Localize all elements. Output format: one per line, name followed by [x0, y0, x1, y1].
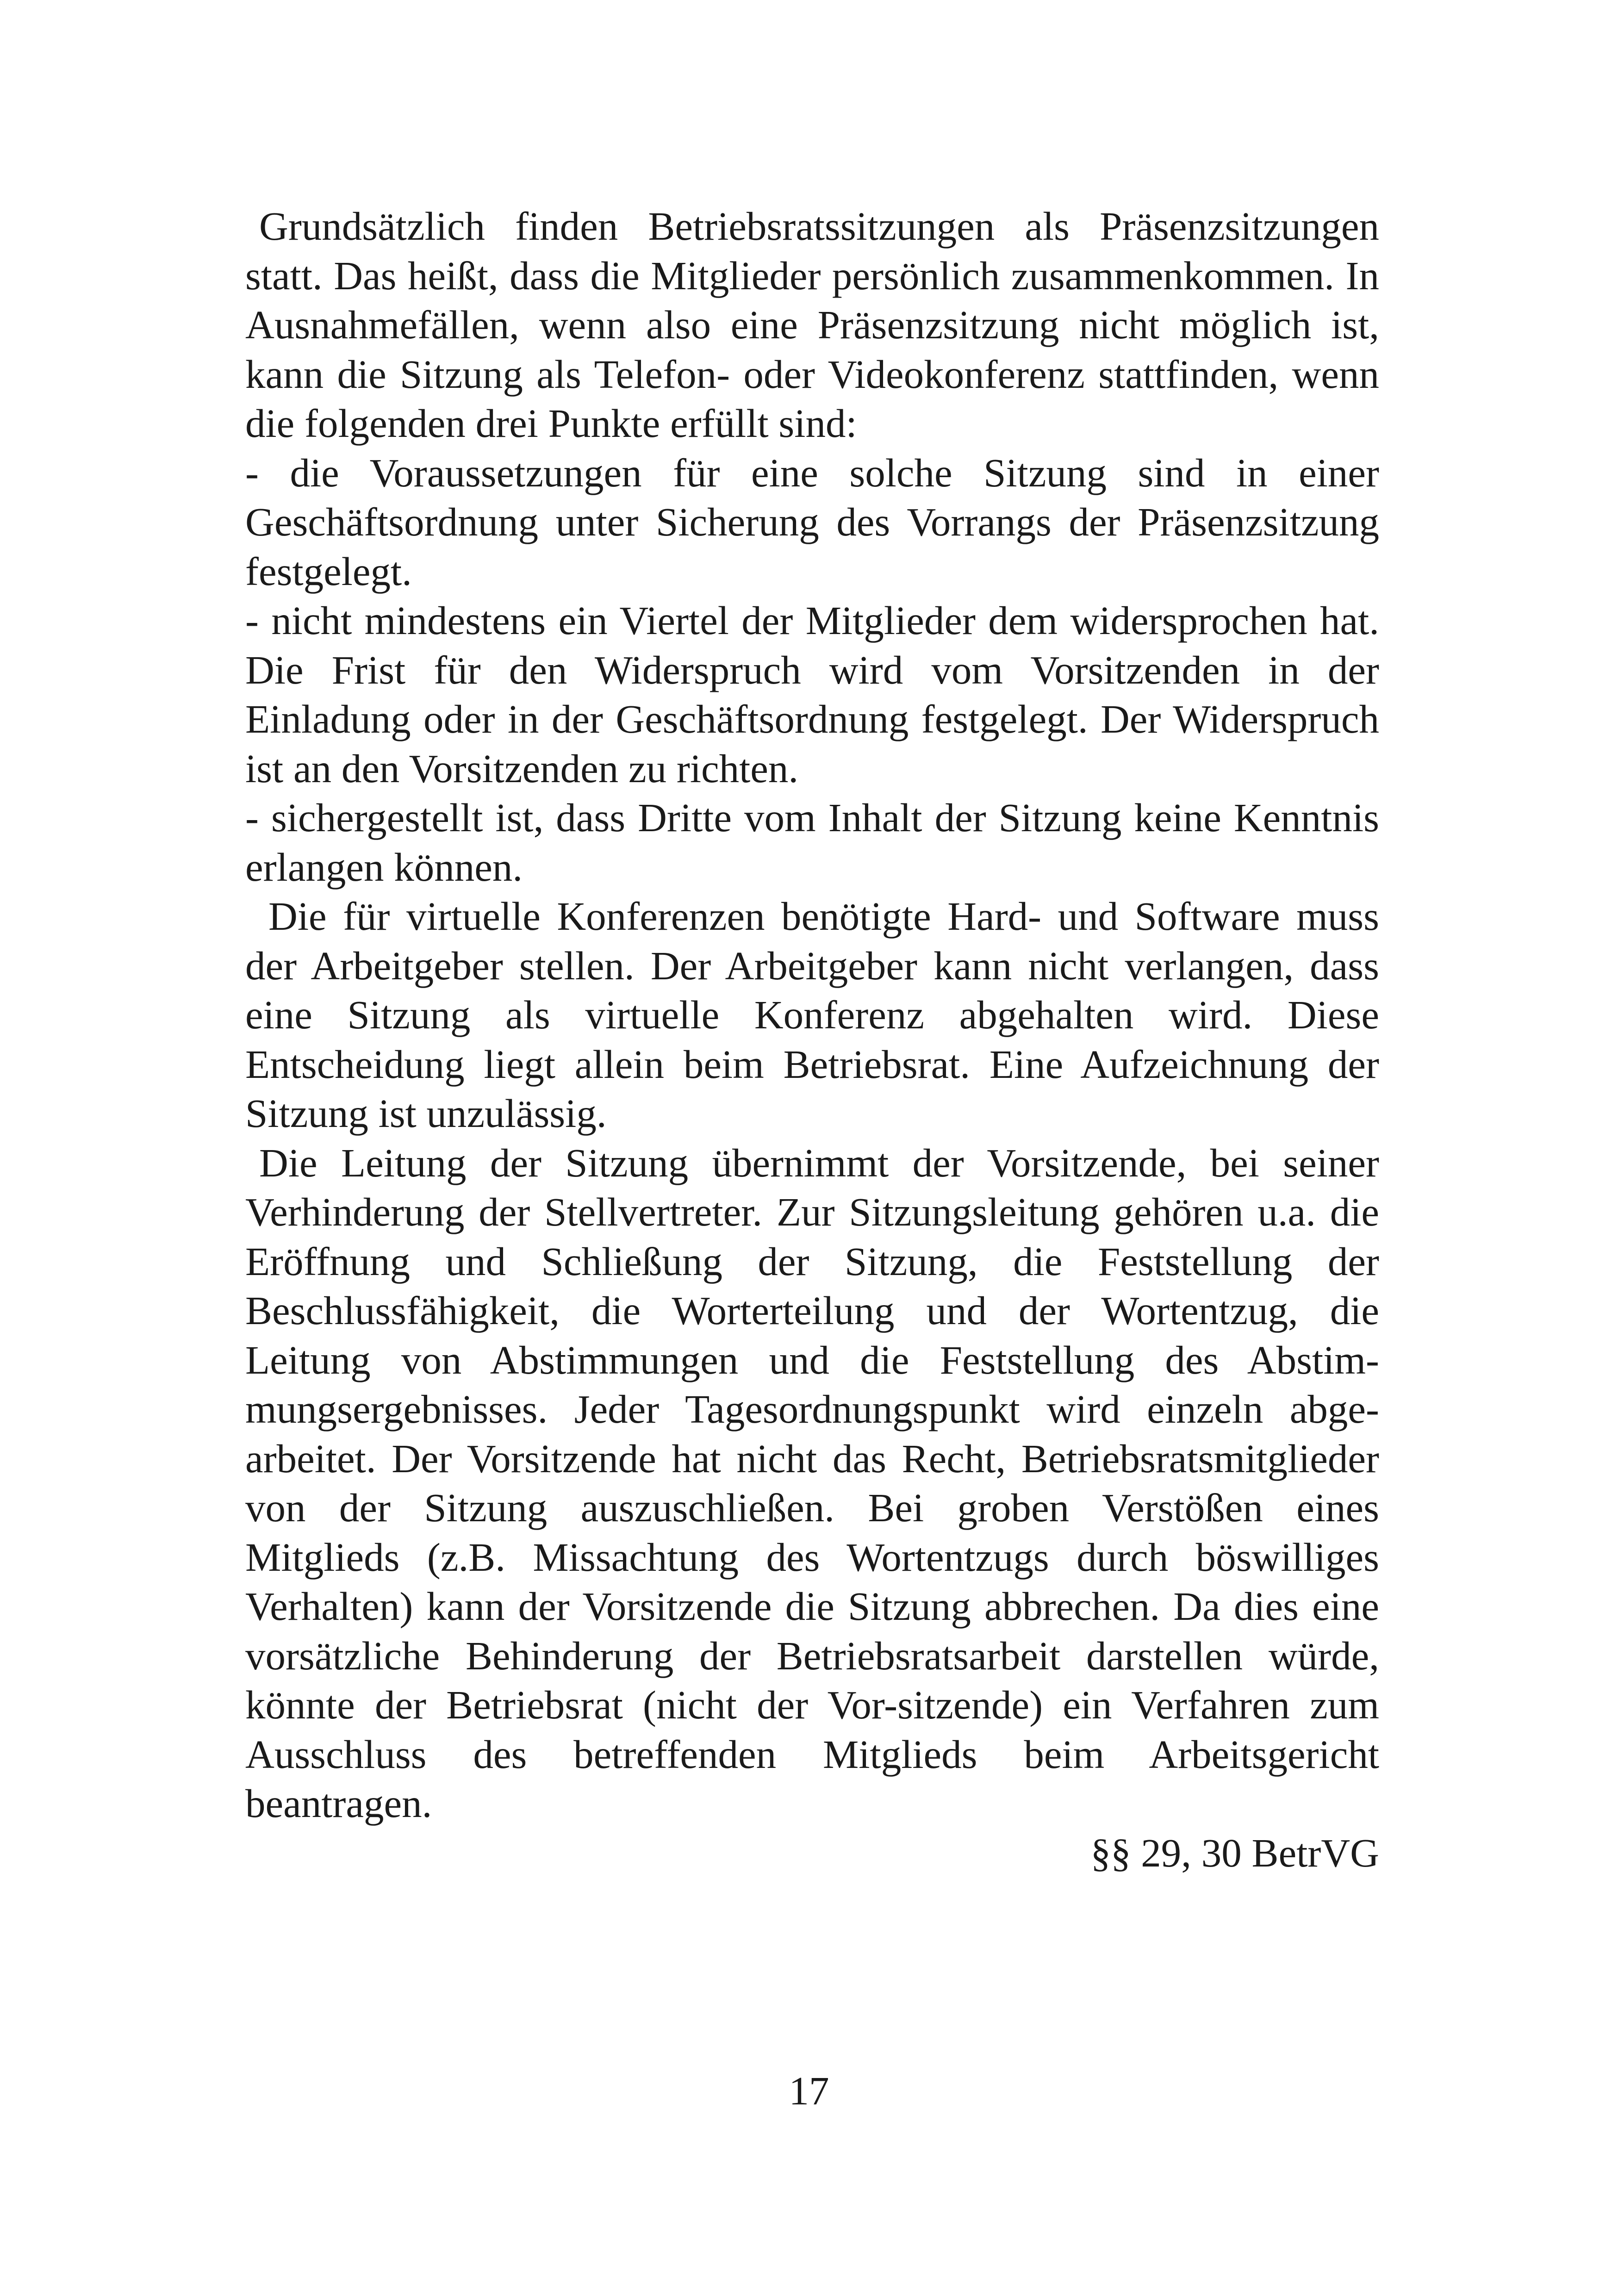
paragraph-meeting-leadership: Die Leitung der Sitzung übernimmt der Vorsitzende, bei seiner Verhinderung der Stellvertreter. Zur Sitzungsleitung gehören u.a. die Eröffnung und Schließung der Sitzung, die Feststellung der Beschlussfähigkeit, die Worterteilung und der Wortentzug, die Leitung von Abstimmungen und die Feststellung des Abstimmungsergebnisses. Jeder Tagesordnungspunkt wird einzeln abgearbeitet. Der Vorsitzende hat nicht das Recht, Betriebsratsmitglieder von der Sitzung auszuschließen. Bei groben Verstößen eines Mitglieds (z.B. Missachtung des Wortentzugs durch böswilliges Verhalten) kann der Vorsitzende die Sitzung abbrechen. Da dies eine vorsätzliche Behinderung der Betriebsratsarbeit darstellen würde, könnte der Betriebsrat (nicht der Vor-sitzende) ein Verfahren zum Ausschluss des betreffenden Mitglieds beim Arbeitsgericht beantragen. — [245, 1140, 1379, 1826]
list-item-objection: - nicht mindestens ein Viertel der Mitglieder dem widersprochen hat. Die Frist für den Widerspruch wird vom Vorsitzenden in der Einladung oder in der Geschäftsordnung festgelegt. Der Widerspruch ist an den Vorsitzenden zu richten. — [245, 598, 1379, 791]
list-item-rules-of-procedure: - die Voraussetzungen für eine solche Sitzung sind in einer Geschäftsordnung unter Sicherung des Vorrangs der Präsenzsitzung festgelegt. — [245, 450, 1379, 594]
list-item-confidentiality: - sichergestellt ist, dass Dritte vom Inhalt der Sitzung keine Kenntnis erlangen können. — [245, 795, 1379, 890]
paragraph-presence-meetings: Grundsätzlich finden Betriebsratssitzungen als Präsenzsitzungen statt. Das heißt, dass die Mitglieder persönlich zusammenkommen. In Ausnahmefällen, wenn also eine Präsenzsitzung nicht möglich ist, kann die Sitzung als Telefon- oder Videokonferenz stattfinden, wenn die folgenden drei Punkte erfüllt sind: — [245, 204, 1379, 446]
paragraph-virtual-conferences: Die für virtuelle Konferenzen benötigte Hard- und Software muss der Arbeitgeber stellen. Der Arbeitgeber kann nicht verlangen, dass eine Sitzung als virtuelle Konferenz abgehalten wird. Diese Entscheidung liegt allein beim Betriebsrat. Eine Aufzeichnung der Sitzung ist unzulässig. — [245, 894, 1379, 1136]
body-text — [245, 202, 1379, 1878]
legal-citation: §§ 29, 30 BetrVG — [1090, 1830, 1379, 1875]
page-number: 17 — [789, 2068, 829, 2113]
